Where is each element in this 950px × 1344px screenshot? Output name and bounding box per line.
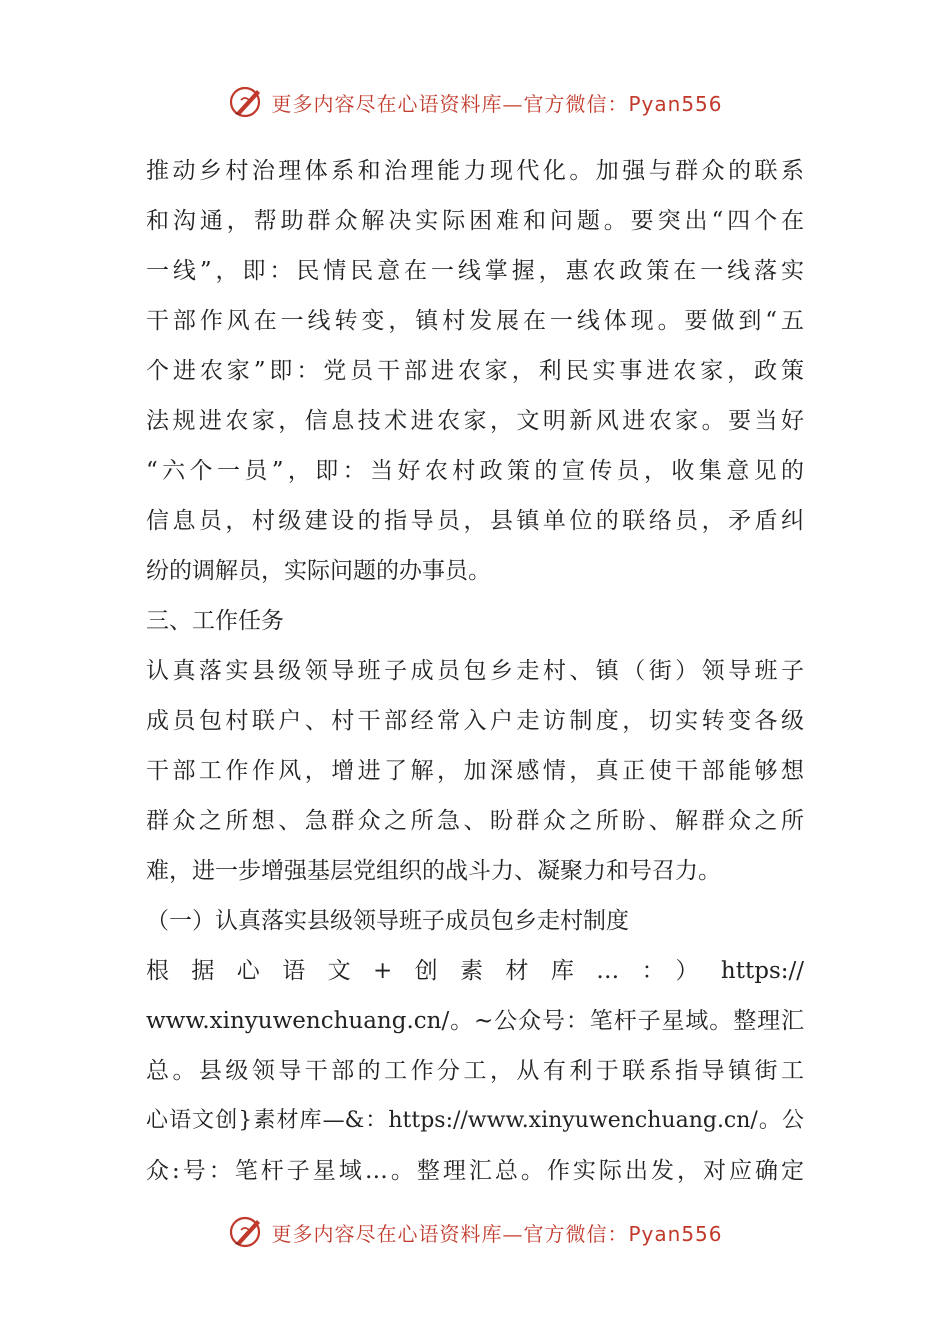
header-banner-text: 更多内容尽在心语资料库—官方微信：Pyan556 xyxy=(271,91,723,116)
body-line: 群众之所想、急群众之所急、盼群众之所盼、解群众之所 xyxy=(146,808,804,834)
pen-nib-logo-icon xyxy=(227,84,267,120)
header-wechat-id: Pyan556 xyxy=(628,91,723,116)
footer-wechat-id: Pyan556 xyxy=(628,1221,723,1246)
body-line: 个进农家”即：党员干部进农家，利民实事进农家，政策 xyxy=(146,358,804,384)
body-line: 总。县级领导干部的工作分工，从有利于联系指导镇街工 xyxy=(146,1058,804,1084)
body-line: 认真落实县级领导班子成员包乡走村、镇（街）领导班子 xyxy=(146,658,804,684)
footer-banner-text: 更多内容尽在心语资料库—官方微信：Pyan556 xyxy=(271,1221,723,1246)
body-line: 和沟通，帮助群众解决实际困难和问题。要突出“四个在 xyxy=(146,208,804,234)
body-line: “六个一员”，即：当好农村政策的宣传员，收集意见的 xyxy=(146,458,804,484)
body-line: 根据心语文+创素材库…：）https:// xyxy=(146,958,804,984)
body-line: 众:号：笔杆子星域…。整理汇总。作实际出发，对应确定 xyxy=(146,1158,804,1184)
document-body xyxy=(146,146,804,1196)
body-line: 法规进农家，信息技术进农家，文明新风进农家。要当好 xyxy=(146,408,804,434)
pen-nib-logo-icon xyxy=(227,1214,267,1250)
body-line: 推动乡村治理体系和治理能力现代化。加强与群众的联系 xyxy=(146,158,804,184)
body-line: 干部作风在一线转变，镇村发展在一线体现。要做到“五 xyxy=(146,308,804,334)
body-line: 难，进一步增强基层党组织的战斗力、凝聚力和号召力。 xyxy=(146,858,721,884)
body-line: 干部工作作风，增进了解，加深感情，真正使干部能够想 xyxy=(146,758,804,784)
body-line: 心语文创}素材库—&：https://www.xinyuwenchuang.cn/。公 xyxy=(146,1108,804,1133)
footer-banner xyxy=(0,1210,950,1254)
header-banner xyxy=(0,80,950,124)
body-line: 成员包村联户、村干部经常入户走访制度，切实转变各级 xyxy=(146,708,804,734)
section-heading: 三、工作任务 xyxy=(146,608,284,634)
body-line: 信息员，村级建设的指导员，县镇单位的联络员，矛盾纠 xyxy=(146,508,804,534)
body-line: 纷的调解员，实际问题的办事员。 xyxy=(146,558,491,584)
subsection-heading: （一）认真落实县级领导班子成员包乡走村制度 xyxy=(146,908,629,934)
body-line: www.xinyuwenchuang.cn/。~公众号：笔杆子星域。整理汇 xyxy=(146,1008,804,1034)
body-line: 一线”，即：民情民意在一线掌握，惠农政策在一线落实 xyxy=(146,258,804,284)
